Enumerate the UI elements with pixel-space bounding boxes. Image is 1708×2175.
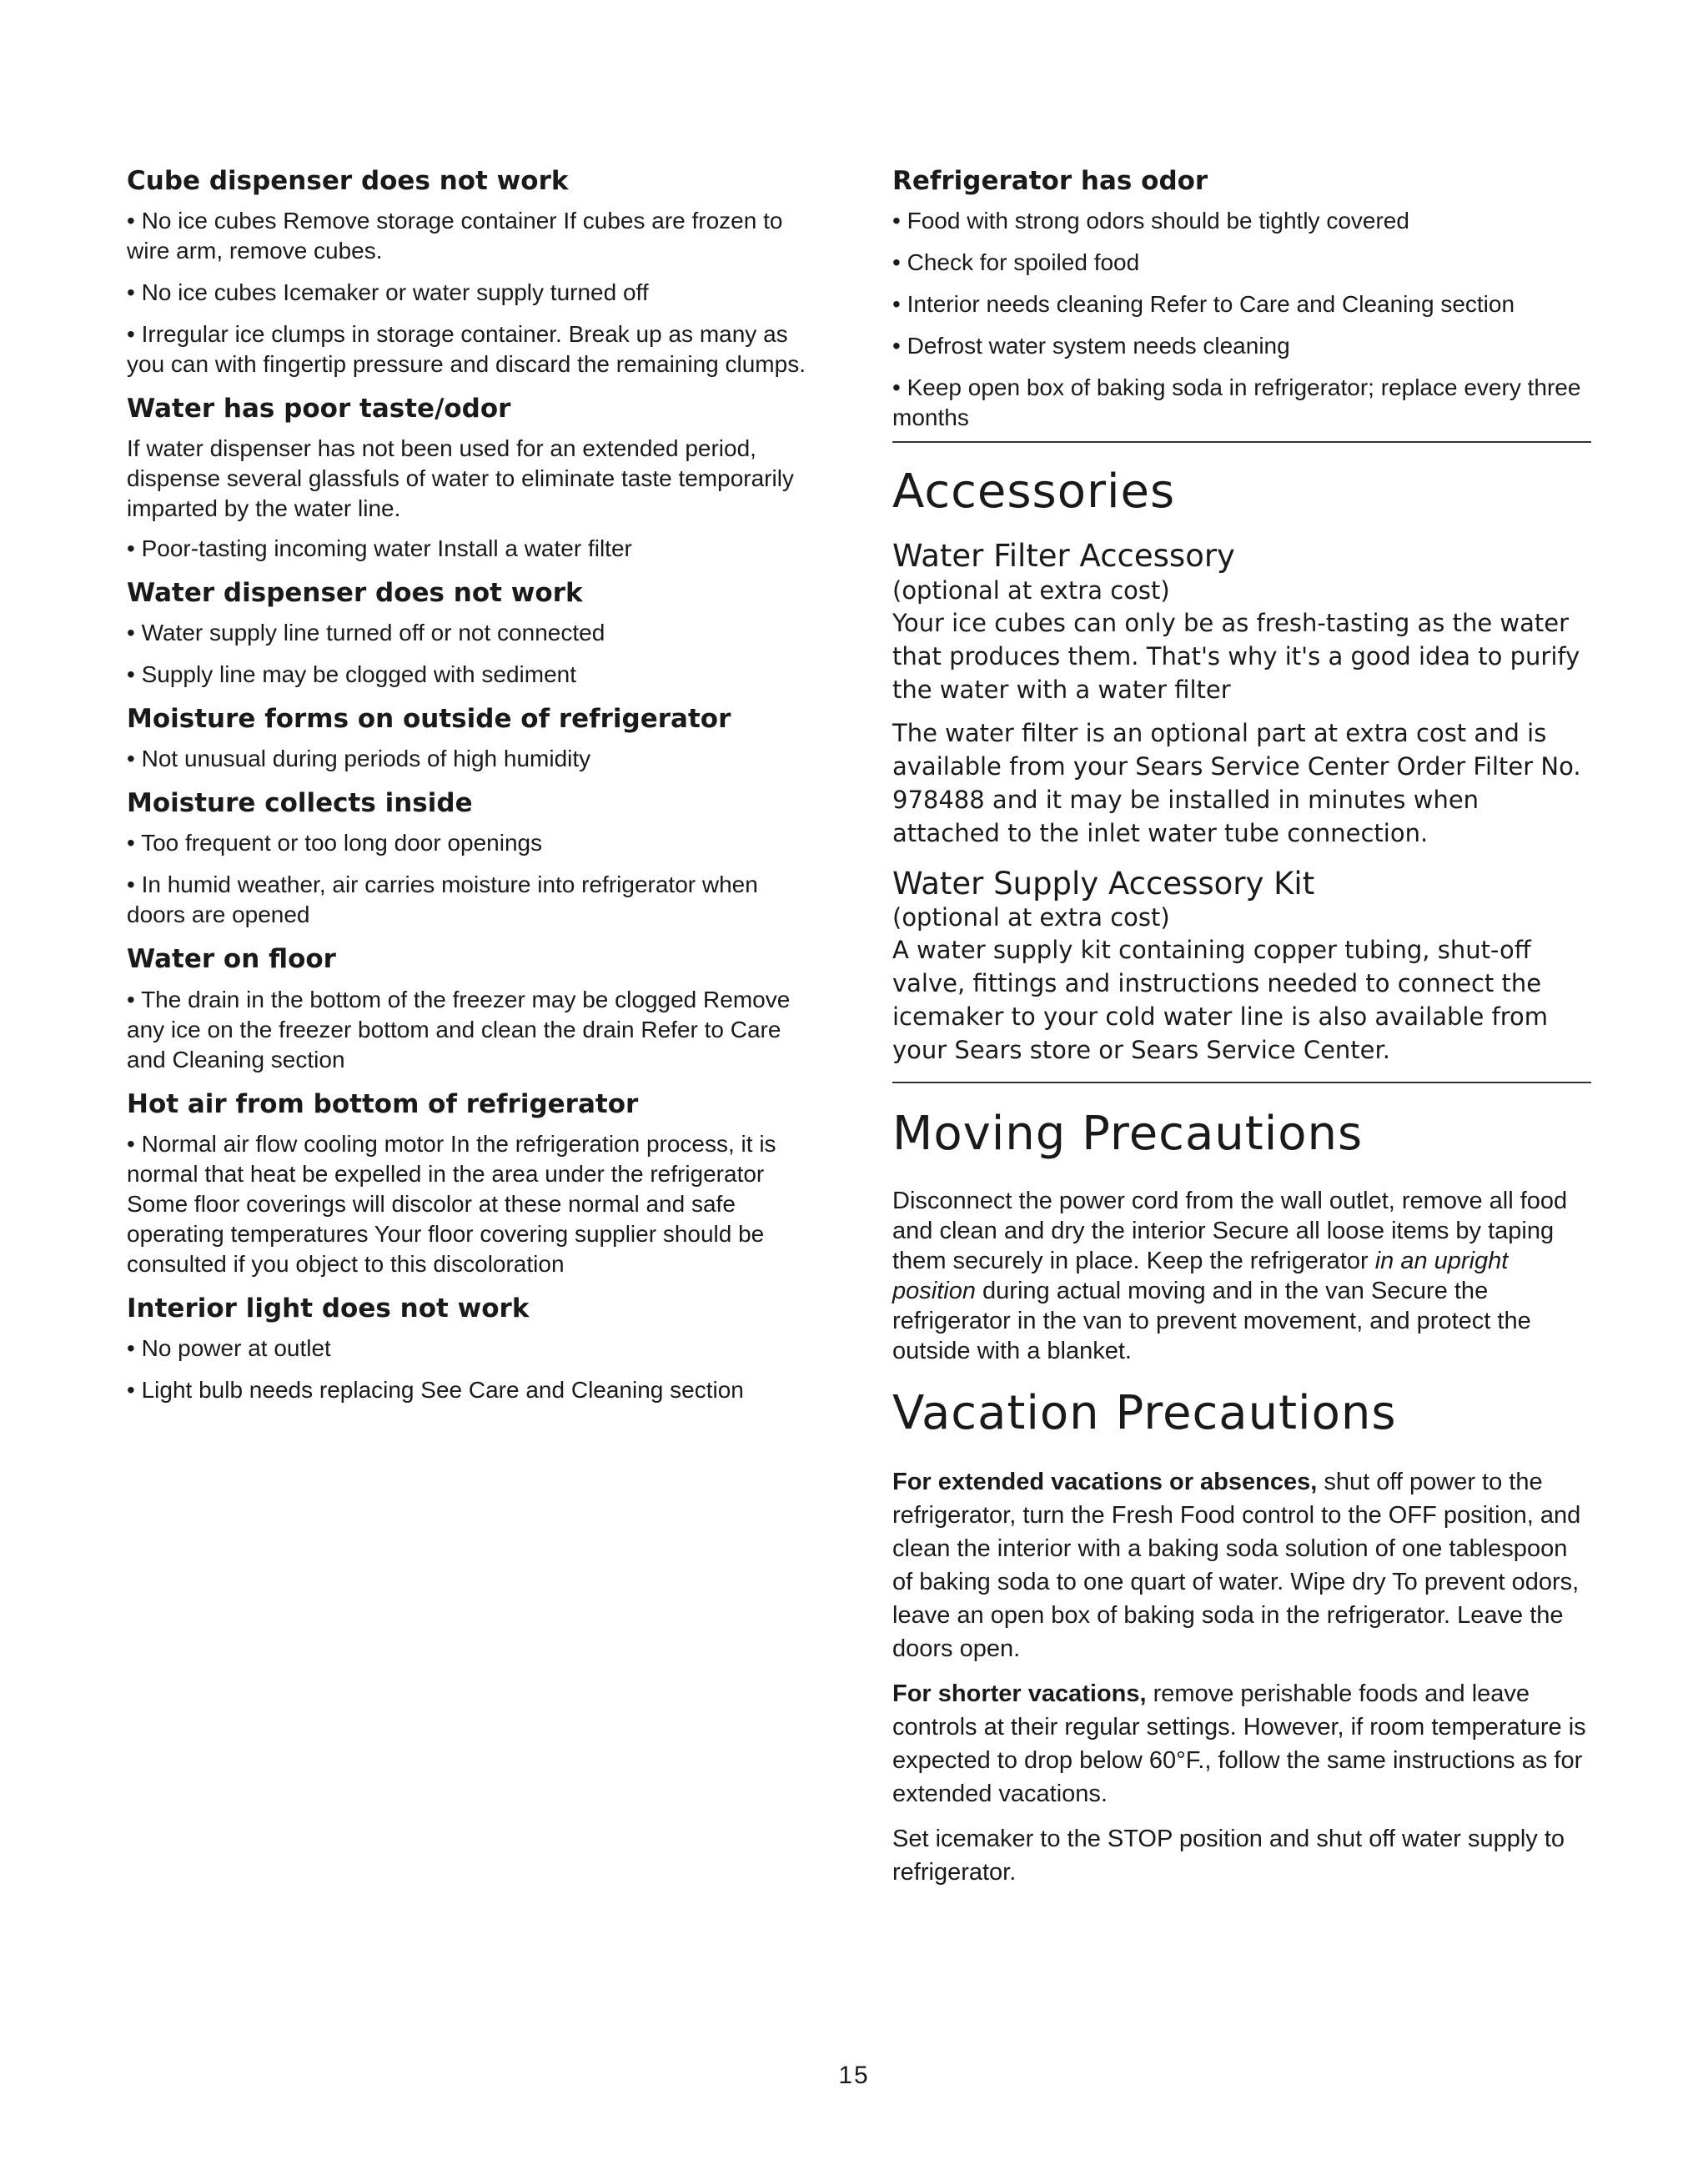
accessories-title: Accessories bbox=[892, 465, 1176, 520]
water-filter-accessory bbox=[892, 539, 1591, 850]
heading-moisture-outside: Moisture forms on outside of refrigerator bbox=[127, 704, 731, 735]
trouble-odor bbox=[892, 167, 1591, 433]
page-number: 15 bbox=[838, 2062, 870, 2089]
trouble-moisture-inside bbox=[127, 789, 819, 930]
trouble-water-floor bbox=[127, 945, 819, 1074]
heading-interior-light: Interior light does not work bbox=[127, 1293, 530, 1324]
bullet: • The drain in the bottom of the freezer may be clogged Remove any ice on the freezer bottom and clean the drain Refer to Care and Cleaning section bbox=[127, 986, 791, 1072]
bullet: • Keep open box of baking soda in refrigerator; replace every three months bbox=[892, 374, 1581, 431]
optional-note: (optional at extra cost) bbox=[892, 575, 1170, 605]
vacation-paragraph-3: Set icemaker to the STOP position and shut off water supply to refrigerator. bbox=[892, 1826, 1565, 1886]
vacation-title: Vacation Precautions bbox=[892, 1386, 1397, 1441]
trouble-water-dispenser bbox=[127, 579, 819, 690]
trouble-cube-dispenser bbox=[127, 167, 819, 379]
section-divider bbox=[892, 441, 1591, 443]
vacation-paragraph-1: For extended vacations or absences, shut off power to the refrigerator, turn the Fresh Food control to the OFF position, and clean the interior with a baking soda solution of one tablespoon of baking soda to one quart of water. Wipe dry To prevent odors, leave an open box of baking soda in the refrigerator. Leave the doors open. bbox=[892, 1469, 1581, 1663]
bullet: • In humid weather, air carries moisture into refrigerator when doors are opened bbox=[127, 872, 758, 928]
bullet: • No ice cubes Remove storage container If cubes are frozen to wire arm, remove cubes. bbox=[127, 208, 783, 264]
right-column bbox=[892, 167, 1591, 1901]
kit-paragraph: A water supply kit containing copper tubing, shut-off valve, fittings and instructions needed to connect the icemaker to your cold water line is also available from your Sears store or Sears Service Center. bbox=[892, 936, 1549, 1065]
trouble-interior-light bbox=[127, 1294, 819, 1405]
bullet: • Normal air flow cooling motor In the refrigeration process, it is normal that heat be expelled in the area under the refrigerator Some floor coverings will discolor at these normal and safe operating temperatures Your floor covering supplier should be consulted if you object to this discoloration bbox=[127, 1130, 776, 1277]
heading-hot-air: Hot air from bottom of refrigerator bbox=[127, 1088, 639, 1119]
optional-note: (optional at extra cost) bbox=[892, 903, 1170, 932]
accessories-section bbox=[892, 465, 1591, 1067]
bullet: • Light bulb needs replacing See Care and Cleaning section bbox=[127, 1376, 744, 1403]
heading-water-floor: Water on floor bbox=[127, 944, 336, 975]
moving-section bbox=[892, 1107, 1591, 1366]
bullet: • Interior needs cleaning Refer to Care and Cleaning section bbox=[892, 291, 1515, 318]
bullet: • Defrost water system needs cleaning bbox=[892, 333, 1290, 359]
moving-paragraph: Disconnect the power cord from the wall outlet, remove all food and clean and dry the interior Secure all loose items by taping them securely in place. Keep the refrigerator in an upright position during actual moving and in the van Secure the refrigerator in the van to prevent movement, and protect the outside with a blanket. bbox=[892, 1188, 1568, 1365]
bullet: • No ice cubes Icemaker or water supply turned off bbox=[127, 279, 649, 306]
heading-moisture-inside: Moisture collects inside bbox=[127, 788, 473, 819]
bullet: • Water supply line turned off or not connected bbox=[127, 620, 605, 646]
trouble-hot-air bbox=[127, 1090, 819, 1279]
section-divider bbox=[892, 1082, 1591, 1083]
bullet: • Check for spoiled food bbox=[892, 249, 1140, 276]
trouble-water-taste bbox=[127, 394, 819, 564]
heading-water-dispenser: Water dispenser does not work bbox=[127, 578, 583, 609]
water-filter-title: Water Filter Accessory bbox=[892, 538, 1235, 575]
bullet: • Poor-tasting incoming water Install a water filter bbox=[127, 535, 632, 562]
heading-water-taste: Water has poor taste/odor bbox=[127, 394, 511, 424]
filter-paragraph-2: The water filter is an optional part at extra cost and is available from your Sears Service Center Order Filter No. 978488 and it may be installed in minutes when attached to the inlet water tube connection. bbox=[892, 718, 1581, 847]
bullet: • No power at outlet bbox=[127, 1334, 331, 1361]
vacation-paragraph-2: For shorter vacations, remove perishable foods and leave controls at their regular settings. However, if room temperature is expected to drop below 60°F., follow the same instructions as for extended vacations. bbox=[892, 1680, 1586, 1808]
bullet: • Supply line may be clogged with sediment bbox=[127, 661, 576, 688]
bullet: • Irregular ice clumps in storage container. Break up as many as you can with fingertip pressure and discard the remaining clumps. bbox=[127, 321, 806, 378]
heading-odor: Refrigerator has odor bbox=[892, 166, 1208, 196]
moving-title: Moving Precautions bbox=[892, 1107, 1364, 1162]
water-supply-kit bbox=[892, 866, 1591, 1067]
filter-paragraph-1: Your ice cubes can only be as fresh-tasting as the water that produces them. That's why it's a good idea to purify the water with a water filter bbox=[892, 608, 1580, 704]
troubleshooting-column bbox=[127, 167, 819, 1420]
vacation-section bbox=[892, 1386, 1591, 1889]
water-supply-kit-title: Water Supply Accessory Kit bbox=[892, 865, 1315, 902]
heading-cube-dispenser: Cube dispenser does not work bbox=[127, 166, 569, 196]
bullet: • Too frequent or too long door openings bbox=[127, 830, 543, 856]
trouble-moisture-outside bbox=[127, 705, 819, 774]
bullet: • Not unusual during periods of high humidity bbox=[127, 746, 591, 772]
intro-text: If water dispenser has not been used for an extended period, dispense several glassfuls of water to eliminate taste temporarily imparted by the water line. bbox=[127, 435, 794, 522]
bullet: • Food with strong odors should be tightly covered bbox=[892, 208, 1409, 234]
